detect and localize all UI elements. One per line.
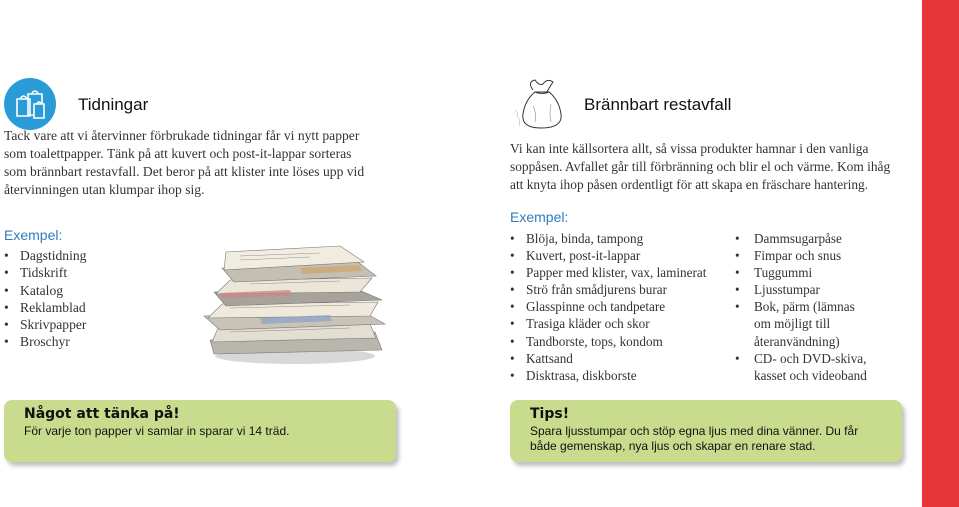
recycling-bags-icon — [4, 78, 56, 130]
list-item: • Skrivpapper — [4, 316, 86, 333]
list-item: • Dagstidning — [4, 247, 86, 264]
tip-box-combustible — [510, 400, 902, 462]
list-item: • Kuvert, post-it-lappar — [510, 247, 706, 264]
list-item: • Papper med klister, vax, laminerat — [510, 264, 706, 281]
list-item: • Kattsand — [510, 350, 706, 367]
combustible-intro — [510, 140, 920, 194]
examples-heading: Exempel: — [510, 209, 569, 225]
newspaper-stack-photo — [200, 240, 390, 365]
intro-line: Vi kan inte källsortera allt, så vissa produkter hamnar i den vanliga — [510, 141, 869, 156]
list-item: • Fimpar och snus — [735, 247, 867, 264]
list-item: • Tidskrift — [4, 264, 86, 281]
newspapers-intro — [4, 127, 394, 199]
section-title-newspapers: Tidningar — [78, 95, 149, 114]
accent-side-bar — [922, 0, 959, 507]
list-item: • Tandborste, tops, kondom — [510, 333, 706, 350]
section-title-combustible-waste: Brännbart restavfall — [584, 95, 732, 114]
tip-box-newspapers — [4, 400, 396, 462]
newspaper-examples-list — [4, 247, 86, 351]
intro-line: Tack vare att vi återvinner förbrukade tidningar får vi nytt papper — [4, 128, 360, 143]
combustible-examples-list-1 — [510, 230, 706, 384]
list-item: • Trasiga kläder och skor — [510, 315, 706, 332]
list-item: • Ljusstumpar — [735, 281, 867, 298]
list-item: • Dammsugarpåse — [735, 230, 867, 247]
list-item: • Strö från smådjurens burar — [510, 281, 706, 298]
tip-heading: Något att tänka på! — [24, 406, 180, 422]
list-item: • Glasspinne och tandpetare — [510, 298, 706, 315]
intro-line: som brännbart restavfall. Det beror på att klister inte löses upp vid — [4, 164, 365, 179]
combustible-examples-list-2 — [735, 230, 867, 384]
tip-text: För varje ton papper vi samlar in sparar vi 14 träd. — [24, 424, 290, 438]
list-item: • Reklamblad — [4, 299, 86, 316]
intro-line: soppåsen. Avfallet går till förbränning och blir el och värme. Kom ihåg — [510, 159, 891, 174]
garbage-bag-icon — [513, 76, 573, 132]
list-item: • Disktrasa, diskborste — [510, 367, 706, 384]
intro-line: att knyta ihop påsen ordentligt för att skapa en fräschare hantering. — [510, 177, 869, 192]
list-item: • Tuggummi — [735, 264, 867, 281]
list-item: • CD- och DVD-skiva, kasset och videoband — [735, 350, 867, 384]
intro-line: återvinningen utan klumpar ihop sig. — [4, 182, 205, 197]
list-item: • Blöja, binda, tampong — [510, 230, 706, 247]
tip-text: Spara ljusstumpar och stöp egna ljus med dina vänner. Du får både gemenskap, nya ljus och skapar en renare stad. — [530, 424, 859, 453]
list-item: • Katalog — [4, 282, 86, 299]
tip-heading: Tips! — [530, 406, 570, 422]
list-item: • Bok, pärm (lämnas om möjligt till återanvändning) — [735, 298, 867, 349]
examples-heading: Exempel: — [4, 227, 63, 243]
intro-line: som toalettpapper. Tänk på att kuvert och post-it-lappar sorteras — [4, 146, 352, 161]
list-item: • Broschyr — [4, 333, 86, 350]
